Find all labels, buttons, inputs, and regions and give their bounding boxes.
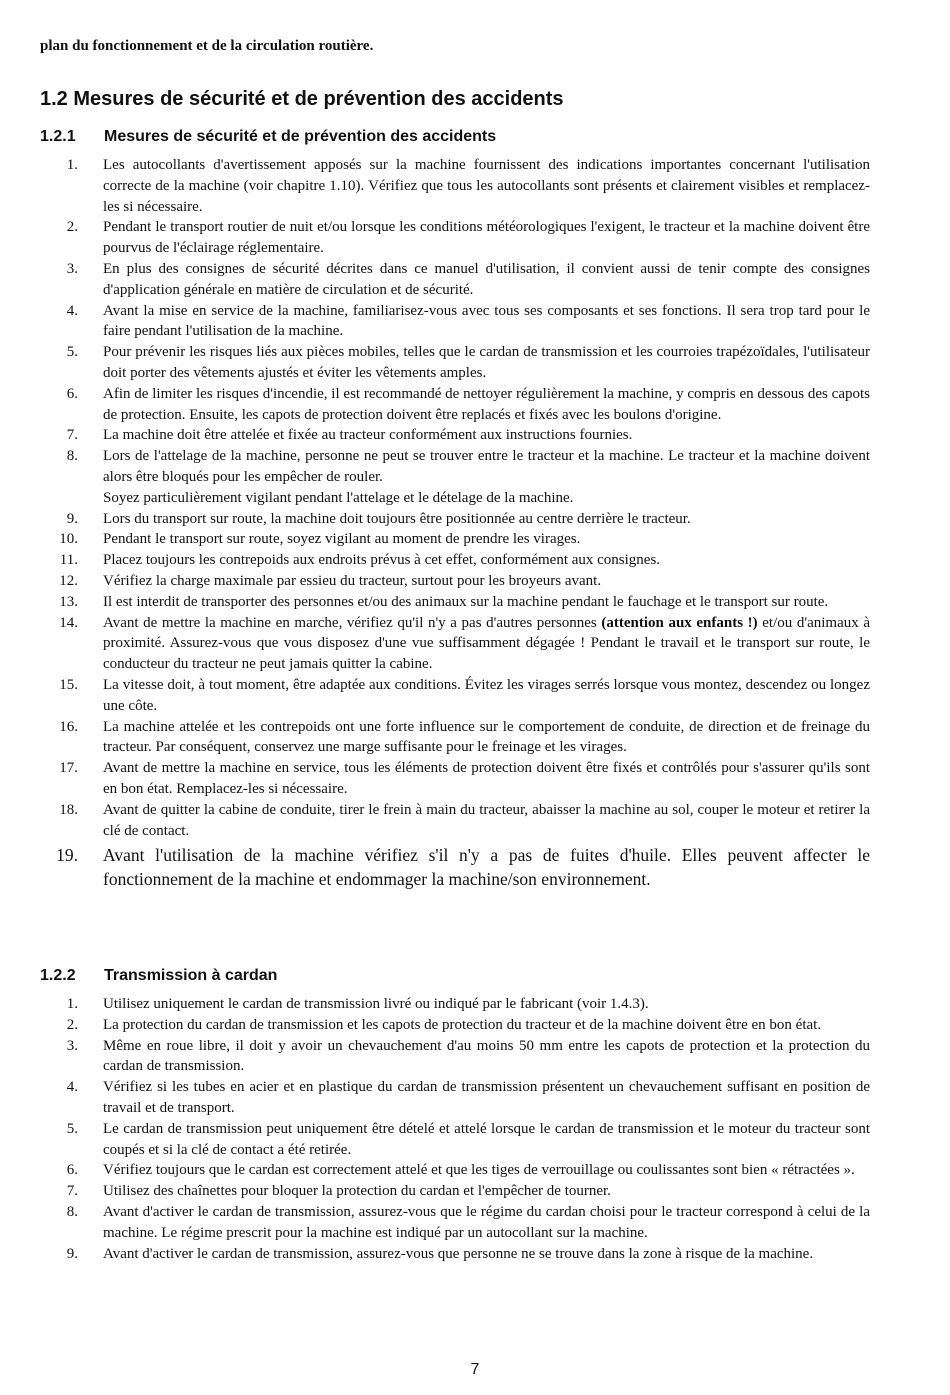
item-number: 15. bbox=[59, 676, 78, 693]
item-text: Utilisez uniquement le cardan de transmission livré ou indiqué par le fabricant (voir 1.4.3). bbox=[103, 996, 649, 1012]
item-text: La protection du cardan de transmission et les capots de protection du tracteur et de la machine doivent être en bon état. bbox=[103, 1016, 822, 1033]
item-text: Avant l'utilisation de la machine vérifiez s'il n'y a pas de fuites d'huile. Elles peuvent affecter le fonctionnement de la machine et endommager la machine/son environnement. bbox=[103, 845, 870, 890]
item-text: La machine doit être attelée et fixée au tracteur conformément aux instructions fournies. bbox=[103, 427, 633, 444]
item-text: Lors du transport sur route, la machine doit toujours être positionnée au centre derrière le tracteur. bbox=[103, 510, 691, 527]
item-number: 6. bbox=[66, 385, 78, 402]
item-text: Même en roue libre, il doit y avoir un chevauchement d'au moins 50 mm entre les capots de protection et la protection du cardan de transmission. bbox=[103, 1037, 870, 1075]
list-item bbox=[0, 425, 910, 446]
item-number: 5. bbox=[66, 1120, 78, 1137]
list-item bbox=[0, 1119, 910, 1161]
item-number: 12. bbox=[59, 572, 78, 589]
list-item bbox=[0, 1036, 910, 1078]
list-item bbox=[0, 1015, 910, 1036]
item-text: Pour prévenir les risques liés aux pièces mobiles, telles que le cardan de transmission et les courroies trapézoïdales, l'utilisateur doit porter des vêtements ajustés et éviter les vêtements amples. bbox=[103, 344, 870, 381]
item-number: 17. bbox=[59, 760, 78, 777]
list-item bbox=[0, 994, 910, 1015]
list-item bbox=[0, 259, 910, 301]
item-text: Pendant le transport sur route, soyez vigilant au moment de prendre les virages. bbox=[103, 531, 581, 548]
item-text: Le cardan de transmission peut uniquement être dételé et attelé lorsque le cardan de transmission et le moteur du tracteur sont coupés et si la clé de contact a été retirée. bbox=[103, 1120, 870, 1158]
item-text: Avant la mise en service de la machine, familiarisez-vous avec tous ses composants et ses fonctions. Il sera trop tard pour le faire pendant l'utilisation de la machine. bbox=[103, 302, 870, 340]
item-text: La machine attelée et les contrepoids ont une forte influence sur le comportement de conduite, de direction et de freinage du tracteur. Par conséquent, conservez une marge suffisante pour le freinage et les virages. bbox=[103, 718, 870, 756]
list-item bbox=[0, 800, 910, 842]
list-item bbox=[0, 217, 910, 259]
list-item bbox=[0, 1202, 910, 1244]
item-number: 7. bbox=[66, 1183, 78, 1200]
item-text: Vérifiez toujours que le cardan est correctement attelé et que les tiges de verrouillage ou coulissantes sont bien « rétractées ». bbox=[103, 1162, 855, 1179]
item-number: 3. bbox=[66, 260, 78, 277]
item-number: 6. bbox=[66, 1162, 78, 1179]
list-item bbox=[0, 509, 910, 530]
item-text-continuation: et/ou d'animaux à proximité. Assurez-vous que vous disposez d'une vue suffisamment dégagée ! Pendant le travail et le transport sur route, le conducteur du tracteur ne peut jamais quitter la cabine. bbox=[103, 614, 870, 673]
item-text: Afin de limiter les risques d'incendie, il est recommandé de nettoyer régulièrement la machine, y compris en dessous des capots de protection. Ensuite, les capots de protection doivent être replacés et fixés avec les boulons d'origine. bbox=[103, 385, 870, 423]
item-number: 4. bbox=[66, 1079, 78, 1096]
item-emphasis: (attention aux enfants !) bbox=[601, 614, 758, 631]
safety-measures-list bbox=[0, 155, 910, 891]
item-number: 9. bbox=[66, 510, 78, 527]
item-number: 1. bbox=[66, 996, 78, 1012]
item-number: 2. bbox=[66, 1016, 78, 1033]
item-text: Il est interdit de transporter des personnes et/ou des animaux sur la machine pendant le fauchage et le transport sur route. bbox=[103, 593, 829, 610]
subsection-1-number: 1.2.1 bbox=[40, 128, 76, 145]
item-text: Lors de l'attelage de la machine, personne ne peut se trouver entre le tracteur et la machine. Le tracteur et la machine doivent alors être bloqués pour les empêcher de rouler. bbox=[103, 448, 870, 485]
list-item bbox=[0, 675, 910, 717]
item-number: 16. bbox=[59, 718, 78, 735]
cardan-list bbox=[0, 994, 910, 1264]
item-text: Vérifiez si les tubes en acier et en plastique du cardan de transmission présentent un chevauchement suffisant en position de travail et de transport. bbox=[103, 1079, 870, 1116]
list-item bbox=[0, 758, 910, 800]
list-item bbox=[0, 529, 910, 550]
list-item bbox=[0, 613, 910, 675]
item-number: 8. bbox=[66, 448, 78, 465]
item-text: Utilisez des chaînettes pour bloquer la protection du cardan et l'empêcher de tourner. bbox=[103, 1183, 611, 1200]
item-text: Avant de quitter la cabine de conduite, tirer le frein à main du tracteur, abaisser la machine au sol, couper le moteur et retirer la clé de contact. bbox=[103, 801, 870, 839]
item-number: 5. bbox=[66, 344, 78, 361]
item-text: En plus des consignes de sécurité décrites dans ce manuel d'utilisation, il convient aussi de tenir compte des consignes d'application générale en matière de circulation et de sécurité. bbox=[103, 260, 870, 298]
item-number: 2. bbox=[66, 219, 78, 236]
list-item bbox=[0, 1244, 910, 1265]
item-number: 13. bbox=[59, 593, 78, 610]
item-text: Vérifiez la charge maximale par essieu du tracteur, surtout pour les broyeurs avant. bbox=[103, 572, 602, 589]
item-number: 3. bbox=[66, 1037, 78, 1054]
item-number: 18. bbox=[59, 801, 78, 818]
section-title: 1.2 Mesures de sécurité et de prévention des accidents bbox=[40, 88, 564, 110]
subsection-1-heading bbox=[40, 127, 496, 147]
item-text: Avant d'activer le cardan de transmission, assurez-vous que le régime du cardan choisi pour le tracteur correspond à celui de la machine. Le régime prescrit pour la machine est indiqué par un autocollant sur la machine. bbox=[103, 1203, 870, 1241]
list-item bbox=[0, 342, 910, 384]
list-item bbox=[0, 843, 910, 891]
list-item bbox=[0, 155, 910, 217]
list-item bbox=[0, 571, 910, 592]
item-number: 14. bbox=[59, 614, 78, 631]
item-number: 9. bbox=[66, 1245, 78, 1262]
list-item bbox=[0, 384, 910, 426]
item-text: Avant d'activer le cardan de transmission, assurez-vous que personne ne se trouve dans la zone à risque de la machine. bbox=[103, 1245, 814, 1262]
intro-line: plan du fonctionnement et de la circulation routière. bbox=[40, 38, 374, 54]
list-item bbox=[0, 446, 910, 508]
item-number: 4. bbox=[66, 302, 78, 319]
item-number: 19. bbox=[56, 845, 78, 866]
item-text: Avant de mettre la machine en marche, vérifiez qu'il n'y a pas d'autres personnes bbox=[103, 614, 602, 631]
item-number: 8. bbox=[66, 1203, 78, 1220]
list-item bbox=[0, 1077, 910, 1119]
list-item bbox=[0, 301, 910, 343]
item-number: 10. bbox=[59, 531, 78, 548]
item-text: Avant de mettre la machine en service, tous les éléments de protection doivent être fixés et contrôlés pour s'assurer qu'ils sont en bon état. Remplacez-les si nécessaire. bbox=[103, 760, 870, 797]
list-item bbox=[0, 1160, 910, 1181]
item-text: Les autocollants d'avertissement apposés sur la machine fournissent des indications importantes concernant l'utilisation correcte de la machine (voir chapitre 1.10). Vérifiez que tous les autocollants sont présents et clairement visibles et remplacez-les si nécessaire. bbox=[103, 157, 870, 215]
item-text-continuation: Soyez particulièrement vigilant pendant l'attelage et le dételage de la machine. bbox=[103, 489, 574, 506]
subsection-2-heading bbox=[40, 966, 277, 986]
page-number: 7 bbox=[470, 1361, 480, 1378]
item-text: La vitesse doit, à tout moment, être adaptée aux conditions. Évitez les virages serrés lorsque vous montez, descendez ou longez une côte. bbox=[103, 676, 870, 714]
list-item bbox=[0, 550, 910, 571]
subsection-2-number: 1.2.2 bbox=[40, 967, 76, 984]
item-text: Pendant le transport routier de nuit et/ou lorsque les conditions météorologiques l'exigent, le tracteur et la machine doivent être pourvus de l'éclairage réglementaire. bbox=[103, 219, 870, 257]
item-text: Placez toujours les contrepoids aux endroits prévus à cet effet, conformément aux consignes. bbox=[103, 552, 661, 569]
list-item bbox=[0, 717, 910, 759]
subsection-2-title: Transmission à cardan bbox=[104, 967, 278, 984]
item-number: 1. bbox=[66, 157, 78, 173]
item-number: 11. bbox=[59, 552, 78, 569]
list-item bbox=[0, 592, 910, 613]
list-item bbox=[0, 1181, 910, 1202]
subsection-1-title: Mesures de sécurité et de prévention des accidents bbox=[104, 128, 497, 145]
item-number: 7. bbox=[66, 427, 78, 444]
